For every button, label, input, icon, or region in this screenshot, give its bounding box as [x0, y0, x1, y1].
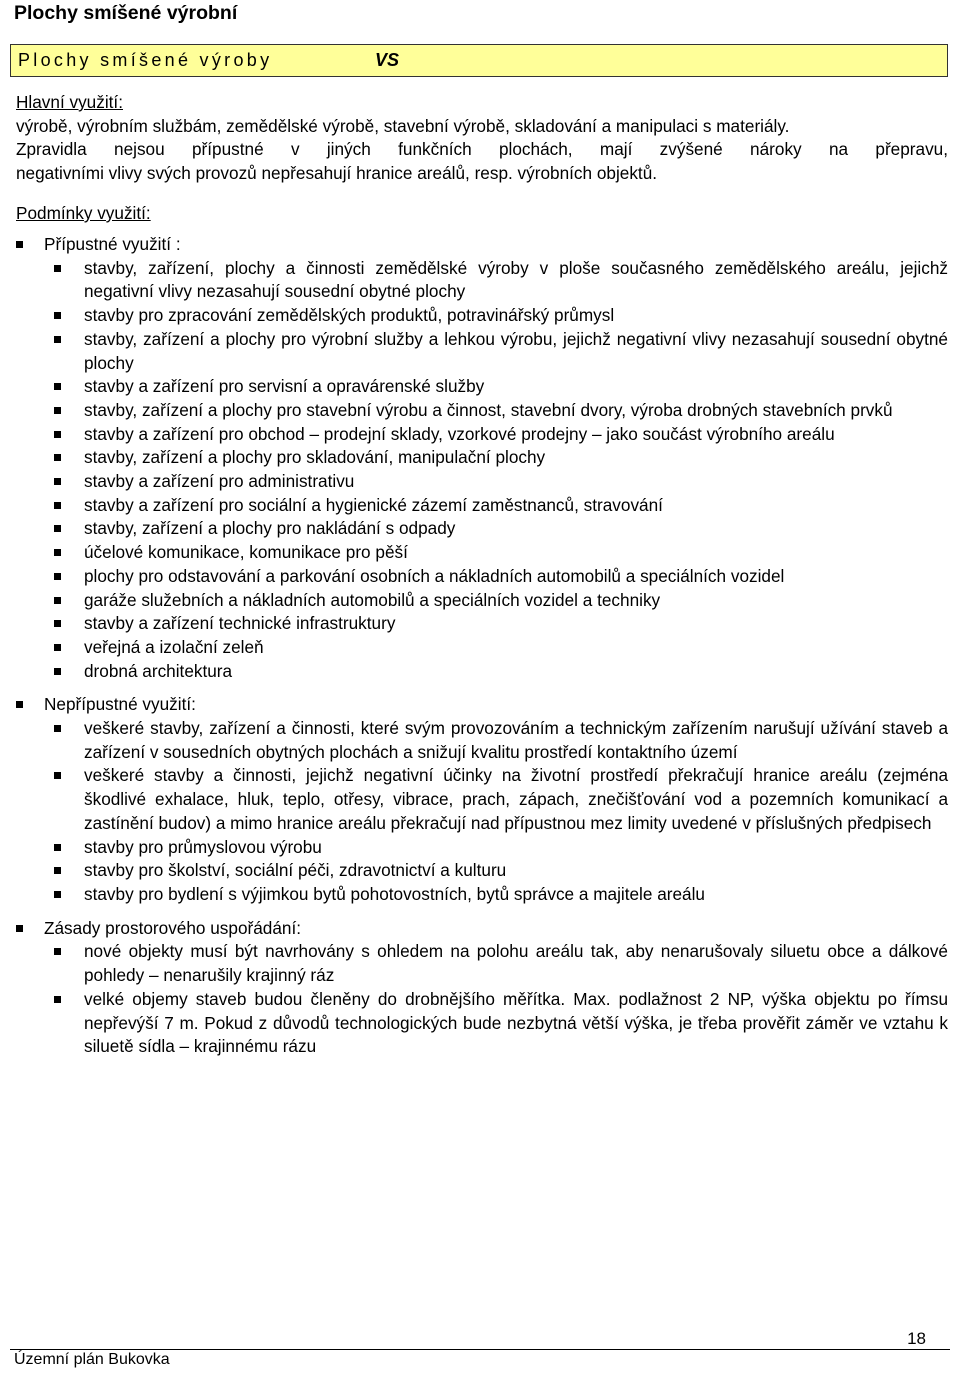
list-item [16, 470, 948, 494]
square-bullet-icon [54, 891, 61, 898]
list-item-text: stavby a zařízení pro sociální a hygienické zázemí zaměstnanců, stravování [84, 494, 663, 515]
square-bullet-icon [54, 383, 61, 390]
main-use-block [16, 91, 948, 185]
list-item [16, 764, 948, 835]
list-item [16, 883, 948, 907]
footer-divider [10, 1349, 950, 1350]
square-bullet-icon [54, 312, 61, 319]
list-item [16, 836, 948, 860]
page-number: 18 [907, 1329, 926, 1348]
square-bullet-icon [54, 772, 61, 779]
main-use-line: negativními vlivy svých provozů nepřesahují hranice areálů, resp. výrobních objektů. [16, 162, 658, 183]
zone-header-box [10, 44, 948, 77]
list-item-text: stavby pro zpracování zemědělských produktů, potravinářský průmysl [84, 305, 615, 326]
list-item [16, 399, 948, 423]
list-item [16, 612, 948, 636]
section-heading [16, 917, 948, 941]
list-item-text: nové objekty musí být navrhovány s ohledem na polohu areálu tak, aby nenarušovaly siluetu obce a dálkové pohledy – nenarušily krajinný ráz [84, 941, 948, 986]
section-heading-text: Přípustné využití : [44, 234, 181, 254]
list-item [16, 636, 948, 660]
list-item-text: stavby, zařízení a plochy pro nakládání s odpady [84, 518, 456, 539]
square-bullet-icon [54, 668, 61, 675]
section-heading-text: Nepřípustné využití: [44, 694, 196, 715]
square-bullet-icon [16, 925, 23, 932]
list-item [16, 859, 948, 883]
list-item [16, 717, 948, 764]
list-item-text: garáže služebních a nákladních automobilů a speciálních vozidel a techniky [84, 589, 661, 610]
list-item [16, 328, 948, 375]
section-heading [16, 233, 948, 257]
list-item [16, 423, 948, 447]
square-bullet-icon [54, 620, 61, 627]
section-heading-text: Zásady prostorového uspořádání: [44, 917, 302, 938]
square-bullet-icon [16, 241, 23, 248]
list-item-text: stavby a zařízení pro administrativu [84, 471, 355, 492]
list-item-text: stavby pro průmyslovou výrobu [84, 836, 322, 857]
square-bullet-icon [54, 502, 61, 509]
main-use-line: Zpravidla nejsou přípustné v jiných funkčních plochách, mají zvýšené nároky na přepravu, [16, 139, 948, 159]
square-bullet-icon [54, 265, 61, 272]
square-bullet-icon [54, 948, 61, 955]
square-bullet-icon [54, 549, 61, 556]
list-item-text: velké objemy staveb budou členěny do drobnějšího měřítka. Max. podlažnost 2 NP, výška objektu po římsu nepřevýší 7 m. Pokud z důvodů technologických bude nezbytná větší výška, je třeba prověřit záměr ve vztahu k siluetě sídla – krajinnému rázu [84, 988, 948, 1057]
square-bullet-icon [54, 525, 61, 532]
list-item-text: stavby pro bydlení s výjimkou bytů pohotovostních, bytů správce a majitele areálu [84, 883, 705, 904]
square-bullet-icon [54, 725, 61, 732]
conditions-sections [16, 233, 948, 1069]
list-item [16, 541, 948, 565]
square-bullet-icon [54, 407, 61, 414]
section [16, 917, 948, 1059]
list-item-text: stavby a zařízení technické infrastruktury [84, 613, 396, 634]
list-item [16, 988, 948, 1059]
list-item [16, 589, 948, 613]
square-bullet-icon [54, 454, 61, 461]
list-item-text: drobná architektura [84, 660, 233, 681]
square-bullet-icon [54, 597, 61, 604]
section [16, 233, 948, 683]
zone-code: VS [375, 50, 400, 70]
list-item [16, 375, 948, 399]
list-item-text: stavby, zařízení a plochy pro skladování, manipulační plochy [84, 447, 546, 468]
list-item-text: stavby a zařízení pro servisní a opravárenské služby [84, 376, 485, 397]
square-bullet-icon [54, 996, 61, 1003]
main-use-heading: Hlavní využití: [16, 92, 123, 112]
list-item-text: účelové komunikace, komunikace pro pěší [84, 542, 408, 563]
list-item-text: stavby pro školství, sociální péči, zdravotnictví a kulturu [84, 860, 507, 881]
list-item-text: plochy pro odstavování a parkování osobních a nákladních automobilů a speciálních vozidel [84, 565, 785, 586]
page-title: Plochy smíšené výrobní [14, 2, 238, 24]
list-item [16, 304, 948, 328]
square-bullet-icon [54, 844, 61, 851]
list-item [16, 257, 948, 304]
list-item-text: stavby a zařízení pro obchod – prodejní sklady, vzorkové prodejny – jako součást výrobního areálu [84, 423, 835, 444]
section [16, 693, 948, 906]
list-item-text: stavby, zařízení a plochy pro výrobní služby a lehkou výrobu, jejichž negativní vlivy nezasahují sousední obytné plochy [84, 328, 948, 373]
zone-name: Plochy smíšené výroby [18, 50, 273, 70]
list-item [16, 660, 948, 684]
square-bullet-icon [54, 431, 61, 438]
footer-text: Územní plán Bukovka [14, 1351, 170, 1368]
conditions-heading: Podmínky využití: [16, 203, 151, 223]
square-bullet-icon [54, 573, 61, 580]
square-bullet-icon [54, 478, 61, 485]
list-item-text: veřejná a izolační zeleň [84, 636, 264, 657]
square-bullet-icon [54, 867, 61, 874]
list-item [16, 565, 948, 589]
section-heading [16, 693, 948, 717]
square-bullet-icon [54, 644, 61, 651]
list-item-text: veškeré stavby, zařízení a činnosti, které svým provozováním a technickým zařízením narušují užívání staveb a zařízení v sousedních obytných plochách a snižují kvalitu prostředí kontaktního území [84, 718, 948, 762]
list-item-text: stavby, zařízení a plochy pro stavební výrobu a činnost, stavební dvory, výroba drobných stavebních prvků [84, 399, 893, 420]
square-bullet-icon [16, 701, 23, 708]
list-item [16, 517, 948, 541]
list-item [16, 446, 948, 470]
list-item [16, 940, 948, 987]
list-item-text: veškeré stavby a činnosti, jejichž negativní účinky na životní prostředí překračují hranice areálu (zejména škodlivé exhalace, hluk, teplo, otřesy, vibrace, prach, zápach, znečišťování vod a pozemních komunikací a zastínění budov) a mimo hranice areálu překračují nad přípustnou mez limity uvedené v příslušných předpisech [84, 765, 948, 833]
list-item [16, 494, 948, 518]
main-use-line: výrobě, výrobním službám, zemědělské výrobě, stavební výrobě, skladování a manipulaci s materiály. [16, 115, 790, 136]
square-bullet-icon [54, 336, 61, 343]
list-item-text: stavby, zařízení, plochy a činnosti zemědělské výroby v ploše současného zemědělského areálu, jejichž negativní vlivy nezasahují sousední obytné plochy [84, 257, 948, 302]
